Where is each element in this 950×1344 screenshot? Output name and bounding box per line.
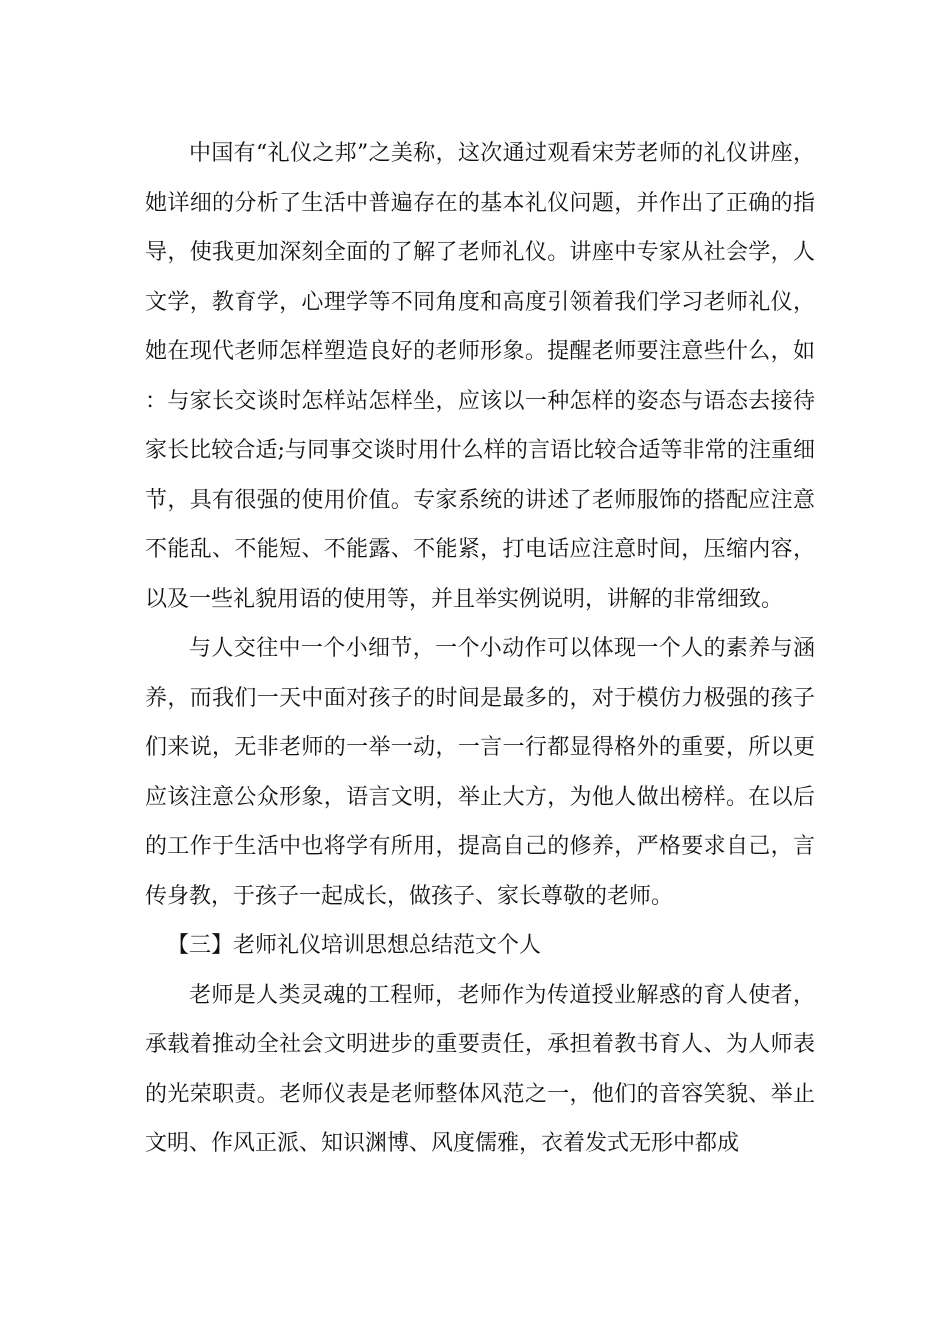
section-heading: 【三】老师礼仪培训思想总结范文个人	[167, 933, 542, 958]
paragraph-teacher-role: 老师是人类灵魂的工程师，老师作为传道授业解惑的育人使者，承载着推动全社会文明进步的重要责任，承担着教书育人、为人师表的光荣职责。老师仪表是老师整体风范之一，他们的音容笑貌、举止文明、作风正派、知识渊博、风度儒雅，衣着发式无形中都成	[145, 982, 815, 1156]
paragraph-lecture-review: 中国有“礼仪之邦”之美称，这次通过观看宋芳老师的礼仪讲座，她详细的分析了生活中普遍存在的基本礼仪问题，并作出了正确的指导，使我更加深刻全面的了解了老师礼仪。讲座中专家从社会学，人文学，教育学，心理学等不同角度和高度引领着我们学习老师礼仪，她在现代老师怎样塑造良好的老师形象。提醒老师要注意些什么，如：与家长交谈时怎样站怎样坐，应该以一种怎样的姿态与语态去接待家长比较合适;与同事交谈时用什么样的言语比较合适等非常的注重细节，具有很强的使用价值。专家系统的讲述了老师服饰的搭配应注意不能乱、不能短、不能露、不能紧，打电话应注意时间，压缩内容，以及一些礼貌用语的使用等，并且举实例说明，讲解的非常细致。	[145, 141, 815, 612]
paragraph-daily-conduct: 与人交往中一个小细节，一个小动作可以体现一个人的素养与涵养，而我们一天中面对孩子的时间是最多的，对于模仿力极强的孩子们来说，无非老师的一举一动，一言一行都显得格外的重要，所以更应该注意公众形象，语言文明，举止大方，为他人做出榜样。在以后的工作于生活中也将学有所用，提高自己的修养，严格要求自己，言传身教，于孩子一起成长，做孩子、家长尊敬的老师。	[145, 636, 815, 909]
document-body	[145, 129, 815, 1169]
